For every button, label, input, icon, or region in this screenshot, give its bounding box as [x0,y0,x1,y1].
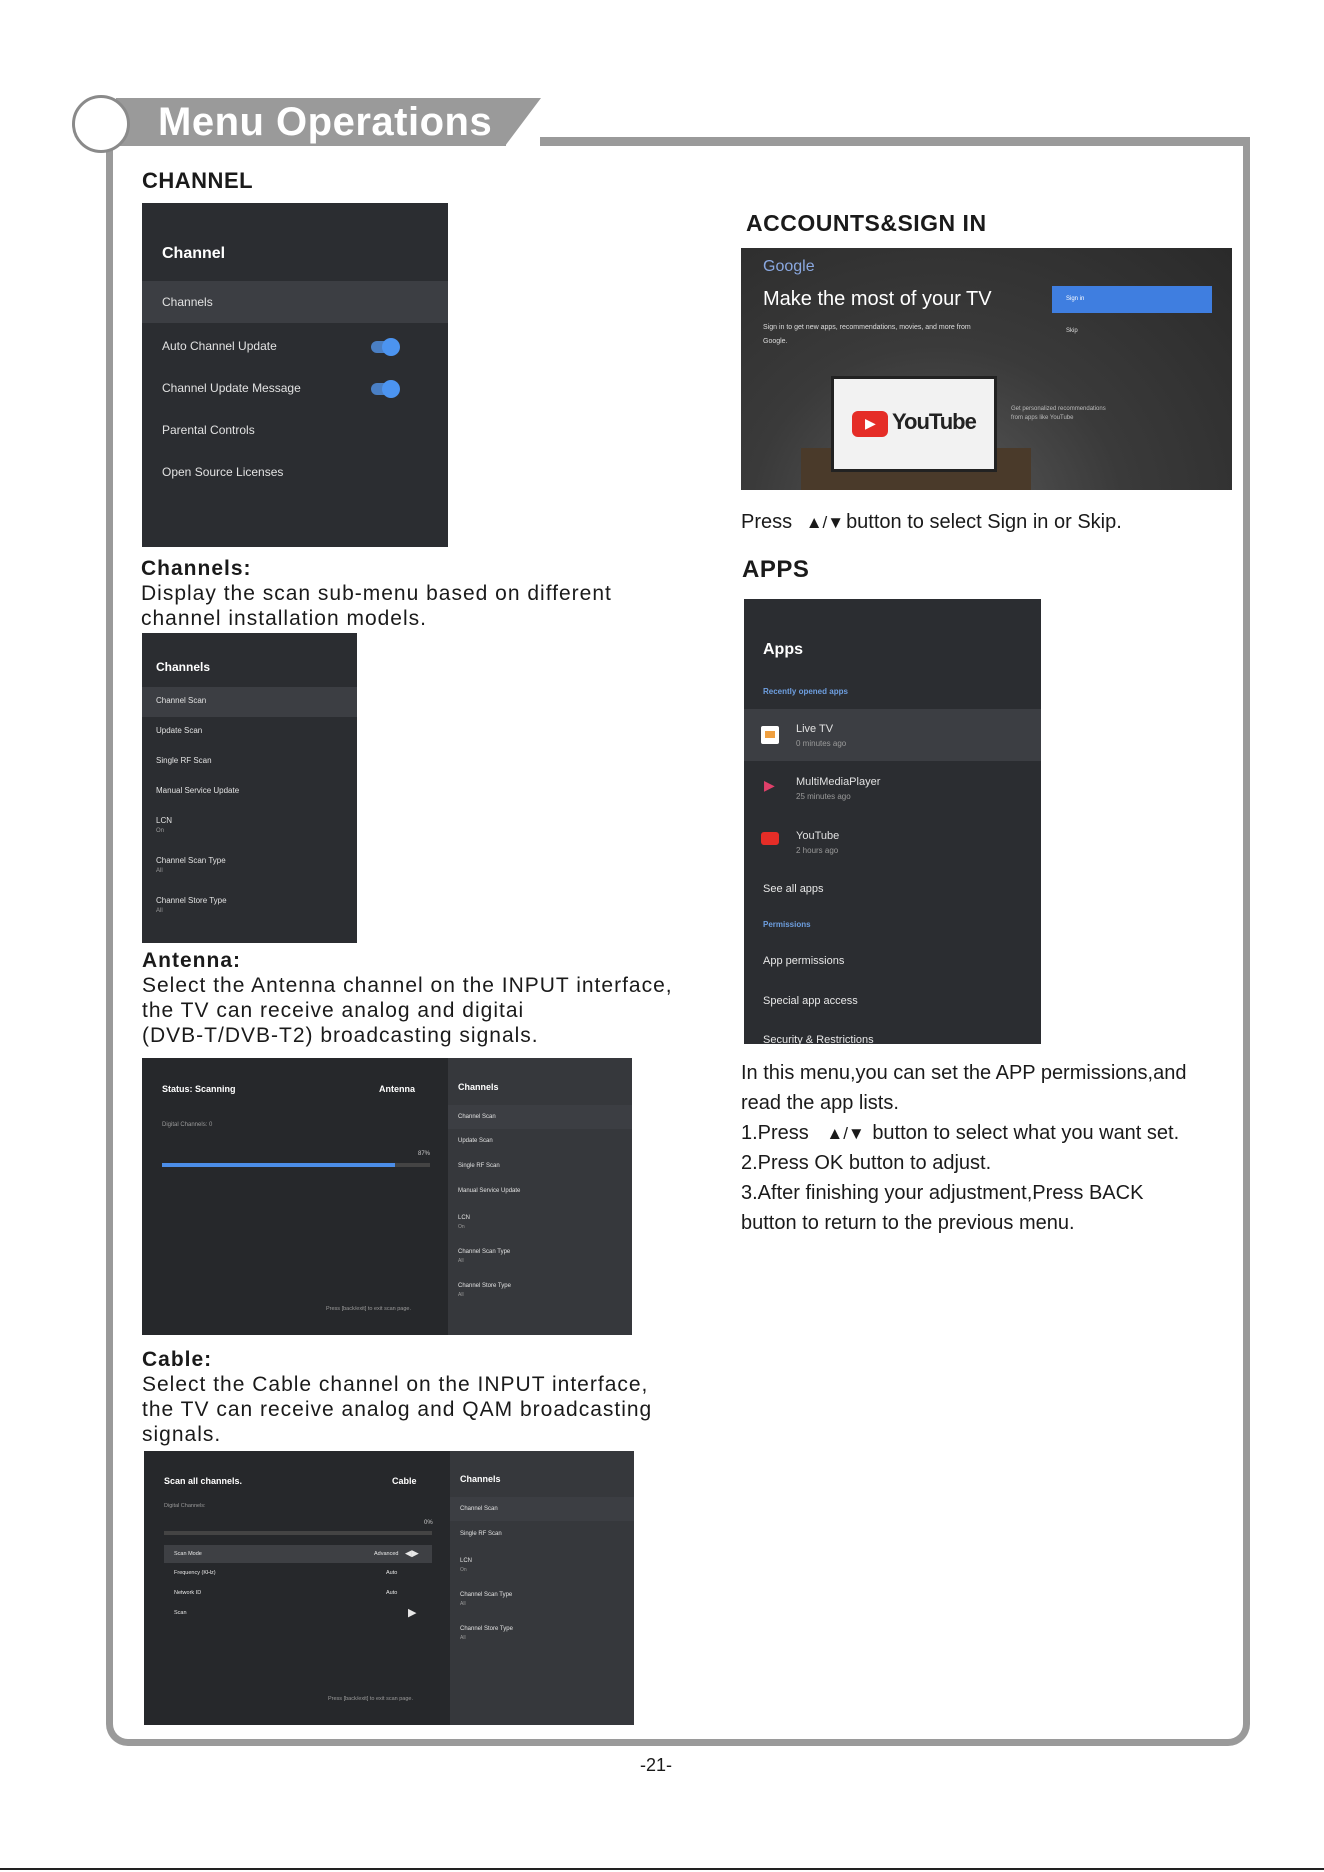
apps-desc-line-1: In this menu,you can set the APP permissions,and [741,1062,1187,1084]
row-label: Scan Mode [174,1551,202,1557]
digital-channels-count: Digital Channels: [164,1503,206,1509]
panel-item-update-scan[interactable] [448,1129,632,1154]
channels-desc-line-2: channel installation models. [141,607,427,630]
menu-item-open-source-licenses[interactable] [142,449,448,491]
signin-subline-1: Sign in to get new apps, recommendations, movies, and more from [763,324,971,331]
panel-item-manual-service-update[interactable] [448,1179,632,1204]
cable-channels-panel [450,1451,634,1725]
accounts-caption [741,507,1122,538]
caption-suffix: button to select Sign in or Skip. [846,511,1122,533]
apps-step-3b: button to return to the previous menu. [741,1212,1075,1234]
panel-item-value: All [458,1292,464,1298]
youtube-tv-frame [831,376,997,472]
app-name: Live TV [796,723,834,735]
apps-step-3a: 3.After finishing your adjustment,Press BACK [741,1182,1144,1204]
left-right-arrows-icon[interactable]: ◀▶ [405,1548,419,1558]
header-banner-slant [505,98,541,146]
sign-in-button[interactable] [1052,286,1212,313]
frequency-row[interactable] [164,1565,432,1583]
cable-desc-line-3: signals. [142,1423,222,1446]
panel-item-label: Channel Scan Type [460,1592,513,1598]
see-all-apps-link[interactable]: See all apps [763,883,824,895]
scan-source: Antenna [379,1084,415,1094]
submenu-item-channel-scan[interactable] [142,687,357,717]
row-label: Network ID [174,1590,202,1596]
channel-menu-title: Channel [162,245,226,262]
antenna-desc-line-3: (DVB-T/DVB-T2) broadcasting signals. [142,1024,539,1047]
scan-footer-hint: Press [back/exit] to exit scan page. [328,1696,413,1702]
permissions-label: Permissions [763,920,811,929]
play-triangle-icon: ▶ [865,415,876,431]
submenu-item-update-scan[interactable] [142,717,357,747]
antenna-scan-screen [142,1058,632,1335]
cable-desc-label: Cable: [142,1348,213,1371]
update-message-toggle[interactable] [371,383,397,395]
submenu-item-channel-store-type[interactable] [142,887,357,927]
submenu-item-manual-service-update[interactable] [142,777,357,807]
app-item-youtube[interactable] [744,815,1041,869]
apps-heading: APPS [742,556,810,583]
antenna-desc-line-1: Select the Antenna channel on the INPUT interface, [142,974,673,997]
scan-status: Status: Scanning [162,1084,236,1094]
panel-title: Channels [460,1474,501,1484]
cable-scan-screen [144,1451,634,1725]
submenu-item-label: LCN [156,816,173,825]
panel-item-label: Manual Service Update [458,1188,521,1194]
up-down-arrows-icon: ▲/▼ [805,513,845,532]
panel-item-value: All [460,1635,466,1641]
recent-apps-label: Recently opened apps [763,687,848,696]
panel-item-label: Single RF Scan [460,1531,502,1537]
row-value: Auto [386,1590,398,1596]
youtube-wordmark: YouTube [892,409,976,434]
panel-item-label: Single RF Scan [458,1163,500,1169]
menu-item-channels[interactable] [142,281,448,323]
app-time: 0 minutes ago [796,739,847,748]
scan-footer-hint: Press [back/exit] to exit scan page. [326,1306,411,1312]
row-label: Scan [174,1610,187,1616]
cable-desc-line-1: Select the Cable channel on the INPUT interface, [142,1373,649,1396]
panel-item-value: On [458,1224,465,1230]
submenu-item-lcn[interactable] [142,807,357,847]
signin-headline: Make the most of your TV [763,288,992,310]
scan-percent: 87% [418,1151,431,1157]
auto-update-toggle[interactable] [371,341,397,353]
menu-item-parental-controls[interactable] [142,407,448,449]
app-name: YouTube [796,830,840,842]
app-item-multimediaplayer[interactable] [744,761,1041,815]
scan-source: Cable [392,1476,417,1486]
google-signin-screen [741,248,1232,490]
live-tv-icon [761,726,779,744]
caption-prefix: Press [741,511,793,533]
panel-item-label: LCN [460,1558,473,1564]
app-time: 2 hours ago [796,846,839,855]
panel-item-label: LCN [458,1215,471,1221]
app-permissions-item[interactable]: App permissions [763,955,845,967]
submenu-item-single-rf-scan[interactable] [142,747,357,777]
panel-item-label: Channel Store Type [460,1626,513,1632]
page-title: Menu Operations [158,100,493,144]
bottom-rule [0,1868,1324,1870]
panel-item-label: Update Scan [458,1138,493,1144]
scan-row[interactable] [164,1605,432,1623]
scan-progress-track [162,1163,430,1167]
app-name: MultiMediaPlayer [796,776,881,788]
scan-progress-track [164,1531,432,1535]
panel-item-value: On [460,1567,467,1573]
menu-item-label: Channel Update Message [162,381,301,395]
panel-item-label: Channel Store Type [458,1283,511,1289]
channels-submenu-title: Channels [156,660,211,674]
submenu-item-channel-scan-type[interactable] [142,847,357,887]
antenna-desc-label: Antenna: [142,949,241,972]
menu-item-label: Parental Controls [162,423,255,437]
panel-item-channel-scan[interactable] [448,1105,632,1129]
menu-item-label: Channels [162,295,213,309]
panel-item-channel-scan-type[interactable] [450,1581,634,1615]
panel-item-lcn[interactable] [450,1547,634,1581]
up-down-arrows-icon: ▲/▼ [826,1124,865,1143]
panel-item-value: All [458,1258,464,1264]
channel-menu-screen [142,203,448,547]
submenu-item-label: Manual Service Update [156,786,240,795]
page-number: -21- [640,1755,673,1775]
row-label: Frequency (KHz) [174,1570,216,1576]
step-1-prefix: 1.Press [741,1122,809,1144]
apps-step-2: 2.Press OK button to adjust. [741,1152,992,1174]
submenu-item-value: All [156,908,163,914]
channel-heading: CHANNEL [142,168,254,193]
panel-item-channel-scan[interactable] [450,1497,634,1521]
network-id-row[interactable] [164,1585,432,1603]
menu-item-auto-channel-update[interactable] [142,323,448,365]
multimedia-player-icon: ▶ [764,777,775,793]
panel-item-value: All [460,1601,466,1607]
digital-channels-count: Digital Channels: 0 [162,1122,213,1128]
panel-item-label: Channel Scan [458,1114,496,1120]
row-value: Advanced [374,1551,399,1557]
reco-line-1: Get personalized recommendations [1011,406,1106,412]
channels-desc-line-1: Display the scan sub-menu based on different [141,582,612,605]
submenu-item-label: Channel Store Type [156,896,227,905]
panel-item-single-rf-scan[interactable] [450,1521,634,1547]
menu-item-channel-update-message[interactable] [142,365,448,407]
row-value: Auto [386,1570,398,1576]
panel-item-channel-store-type[interactable] [448,1272,632,1306]
submenu-item-label: Channel Scan [156,696,207,705]
channels-desc-label: Channels: [141,557,252,580]
submenu-item-value: On [156,828,165,834]
apps-step-1 [741,1118,1179,1149]
apps-desc-line-2: read the app lists. [741,1092,899,1114]
apps-screen [744,599,1041,1044]
panel-item-label: Channel Scan [460,1506,498,1512]
panel-item-channel-store-type[interactable] [450,1615,634,1649]
submenu-item-value: All [156,868,163,874]
antenna-channels-panel [448,1058,632,1335]
signin-subline-2: Google. [763,338,788,345]
reco-line-2: from apps like YouTube [1011,415,1074,421]
accounts-heading: ACCOUNTS&SIGN IN [746,210,987,236]
panel-item-channel-scan-type[interactable] [448,1238,632,1272]
security-restrictions-item[interactable]: Security & Restrictions [763,1034,874,1044]
menu-item-label: Auto Channel Update [162,339,277,353]
apps-title: Apps [763,641,803,658]
scan-progress-fill [162,1163,395,1167]
scan-status: Scan all channels. [164,1476,243,1486]
google-logo: Google [763,258,815,275]
youtube-icon [761,832,779,845]
submenu-item-label: Channel Scan Type [156,856,226,865]
sign-in-button-label: Sign in [1066,296,1085,302]
panel-item-label: Channel Scan Type [458,1249,511,1255]
app-time: 25 minutes ago [796,792,851,801]
panel-item-lcn[interactable] [448,1204,632,1238]
submenu-item-label: Single RF Scan [156,756,212,765]
panel-item-single-rf-scan[interactable] [448,1154,632,1179]
channels-submenu-screen [142,633,357,943]
scan-percent: 0% [424,1520,433,1526]
cable-desc-line-2: the TV can receive analog and QAM broadcasting [142,1398,653,1421]
special-app-access-item[interactable]: Special app access [763,995,858,1007]
skip-button[interactable]: Skip [1066,328,1078,334]
play-arrow-icon[interactable]: ▶ [408,1607,417,1619]
header-circle-decoration [72,95,130,153]
step-1-suffix: button to select what you want set. [872,1122,1180,1144]
app-item-live-tv[interactable] [744,709,1041,761]
scan-mode-row[interactable] [164,1545,432,1563]
submenu-item-label: Update Scan [156,726,203,735]
antenna-desc-line-2: the TV can receive analog and digitai [142,999,525,1022]
menu-item-label: Open Source Licenses [162,465,284,479]
panel-title: Channels [458,1082,499,1092]
